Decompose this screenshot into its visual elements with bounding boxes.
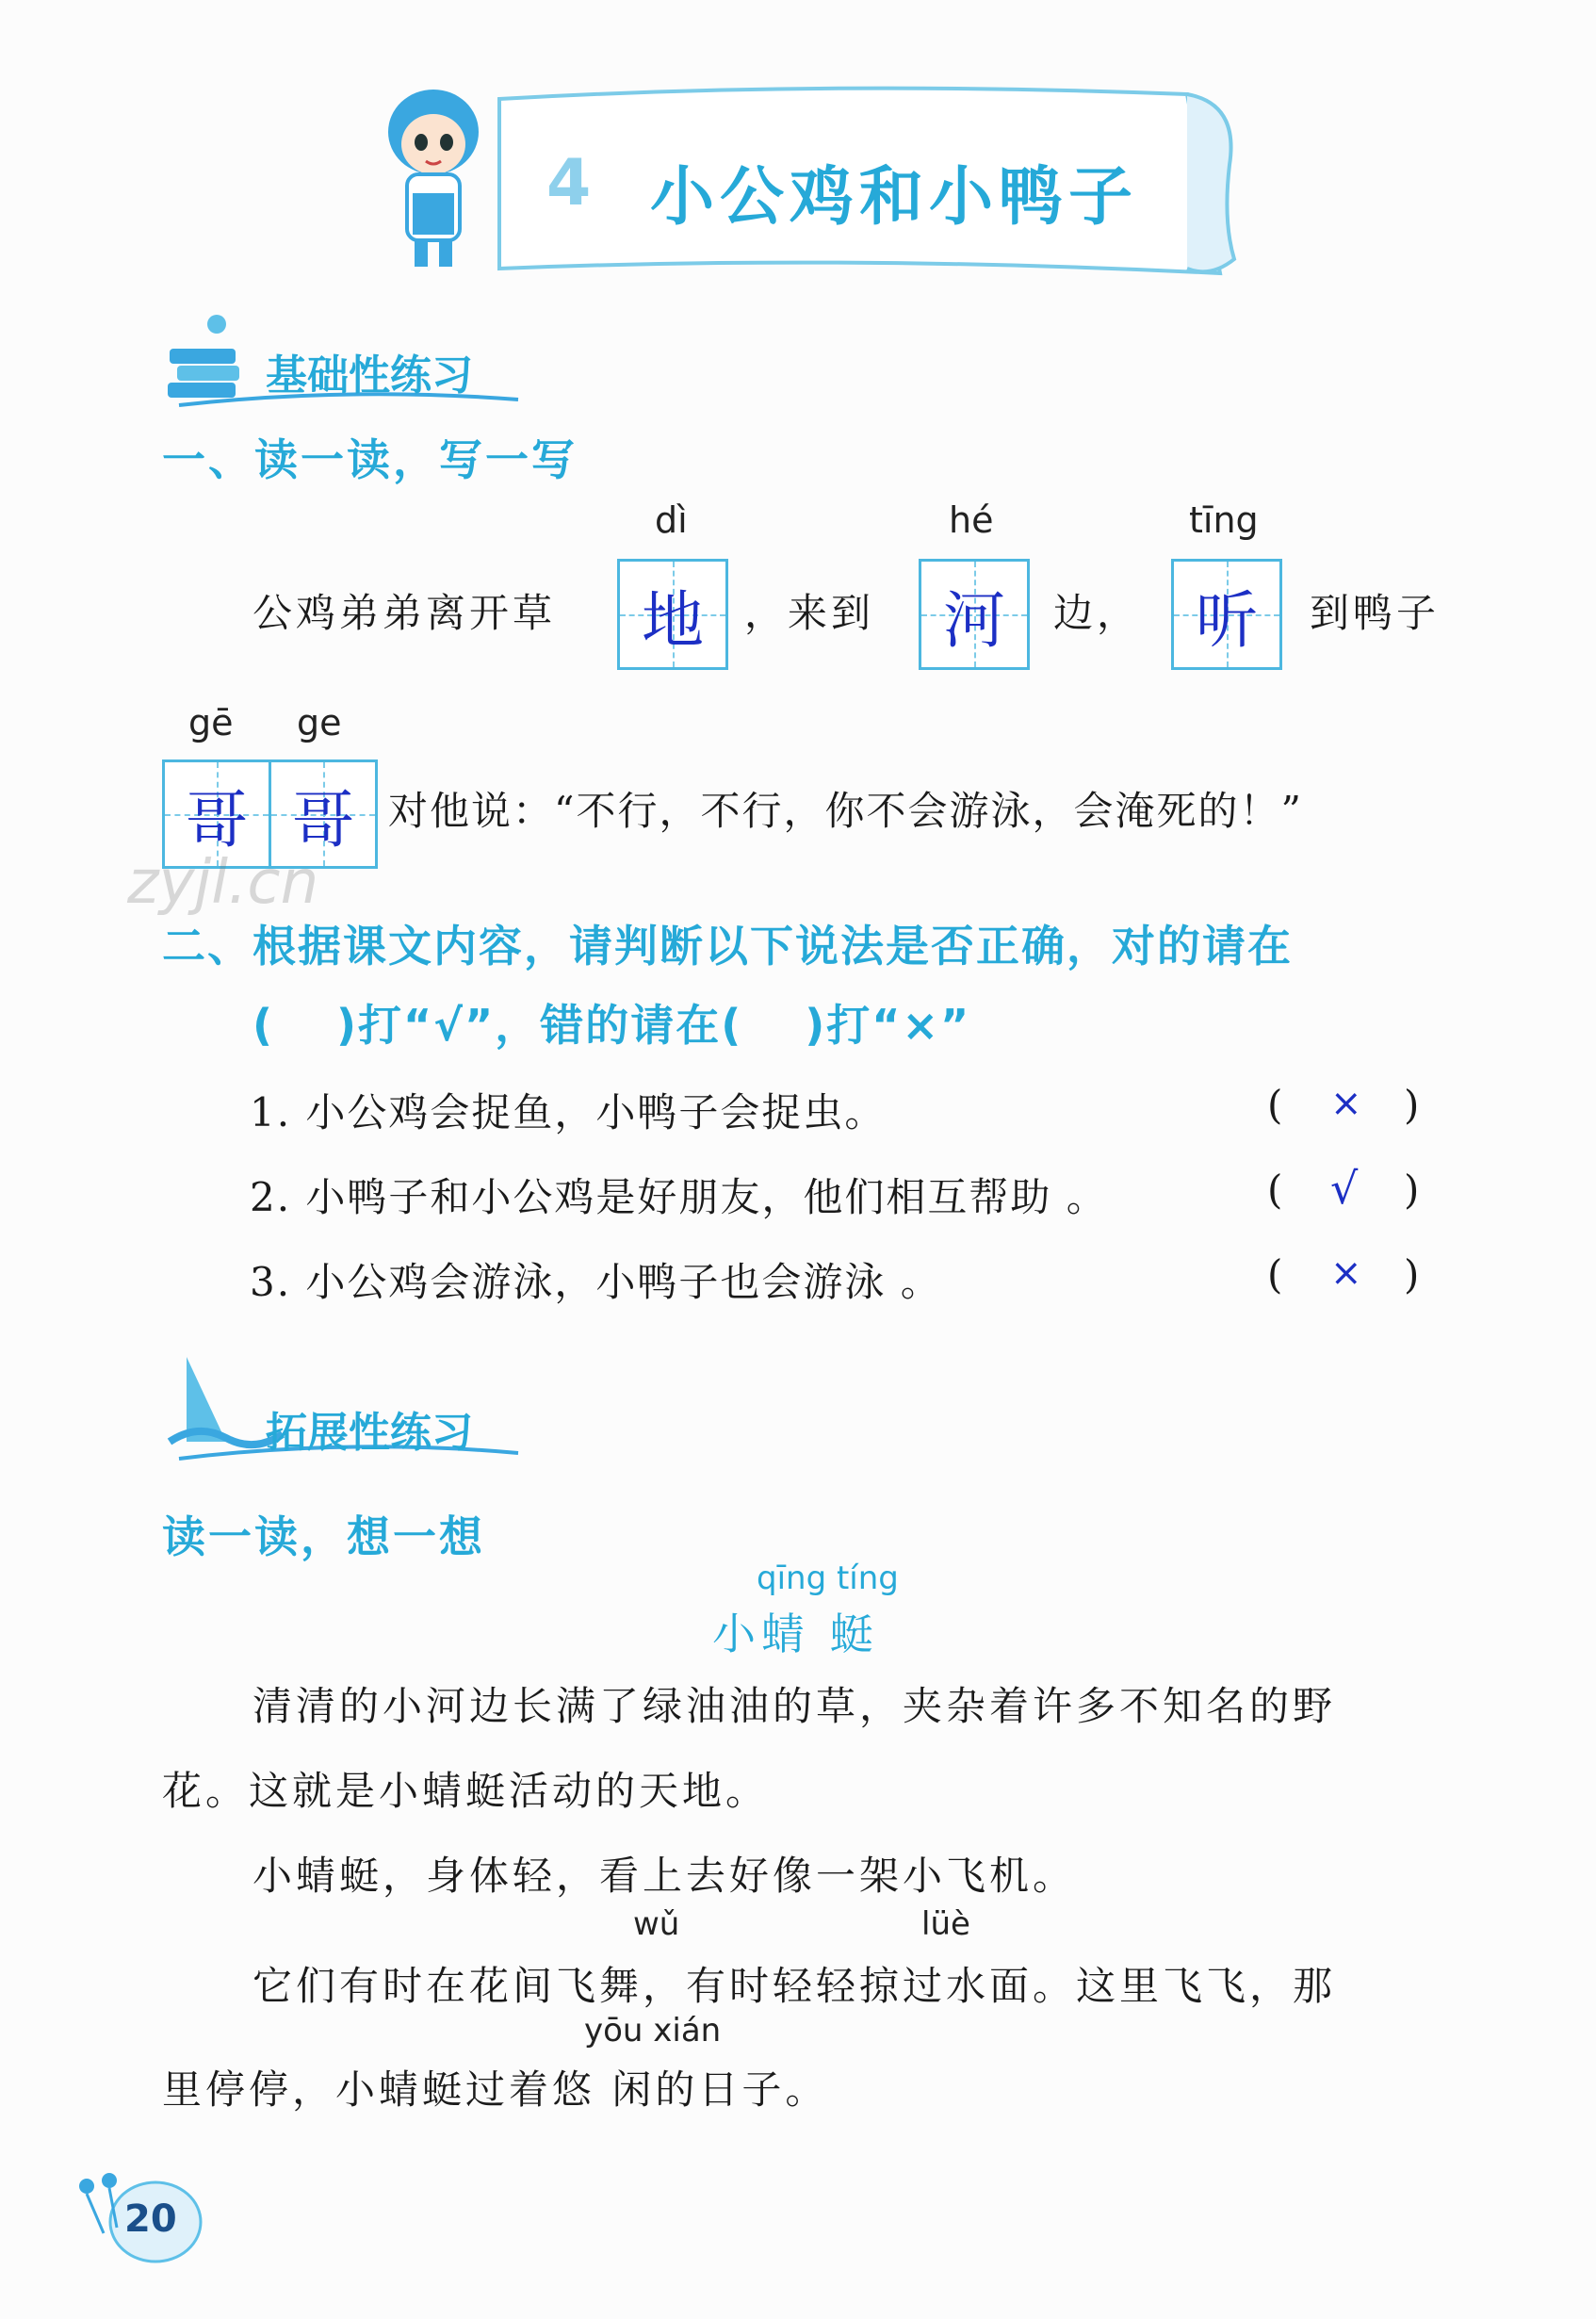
pinyin-lue: lüè [921, 1905, 970, 1943]
writing-box[interactable] [617, 559, 728, 670]
girl-mascot-icon [367, 80, 509, 278]
answer-char: 哥 [292, 783, 354, 857]
answer-paren-3[interactable]: ( [1267, 1251, 1283, 1298]
answer-mark-2: √ [1330, 1163, 1359, 1214]
answer-mark-3: × [1330, 1251, 1362, 1295]
passage-title: 小蜻 蜓 [712, 1609, 879, 1659]
answer-paren-2-close: ) [1404, 1167, 1420, 1213]
judge-item-3: 3. 小公鸡会游泳，小鸭子也会游泳 。 [250, 1259, 942, 1305]
q1-pinyin-ge1: gē [188, 702, 234, 743]
writing-box[interactable] [919, 559, 1030, 670]
writing-box[interactable] [1171, 559, 1282, 670]
page-number: 20 [124, 2197, 177, 2241]
section-label-text: 拓展性练习 [266, 1409, 473, 1457]
q1-line2-seg1: 对他说：“不行，不行，你不会游泳，会淹死的！” [388, 788, 1303, 834]
lesson-number: 4 [546, 146, 592, 220]
passage-p3-line2: 里停停，小蜻蜓过着悠 闲的日子。 [162, 2066, 829, 2113]
answer-paren-3-close: ) [1404, 1251, 1420, 1298]
answer-mark-1: × [1330, 1082, 1362, 1125]
section-label-text: 基础性练习 [266, 351, 473, 400]
answer-char: 河 [943, 583, 1005, 657]
section-label-basic [160, 302, 537, 415]
passage-p1-line1: 清清的小河边长满了绿油油的草，夹杂着许多不知名的野 [252, 1683, 1337, 1729]
passage-p1-line2: 花。这就是小蜻蜓活动的天地。 [162, 1768, 770, 1814]
writing-box[interactable] [269, 759, 378, 869]
writing-box[interactable] [162, 759, 271, 869]
title-banner [358, 80, 1253, 287]
q2-heading-line2: ( )打“√”，错的请在( )打“×” [252, 1000, 971, 1051]
watermark: zyjl.cn [127, 848, 319, 918]
q1-pinyin-ting: tīng [1189, 499, 1259, 541]
q1-line1-seg2: ，来到 [744, 590, 875, 636]
judge-item-1: 1. 小公鸡会捉鱼，小鸭子会捉虫。 [250, 1089, 887, 1135]
pinyin-wu: wǔ [633, 1905, 680, 1943]
pinyin-youxian: yōu xián [584, 2012, 722, 2050]
answer-paren-2[interactable]: ( [1267, 1167, 1283, 1213]
q1-line1-seg1: 公鸡弟弟离开草 [252, 590, 557, 636]
passage-p2: 小蜻蜓，身体轻，看上去好像一架小飞机。 [252, 1853, 1077, 1899]
q1-pinyin-di: dì [655, 499, 688, 541]
read-think-heading: 读一读，想一想 [162, 1511, 485, 1562]
section-label-extended [160, 1347, 537, 1470]
answer-char: 哥 [186, 783, 248, 857]
answer-char: 听 [1196, 583, 1258, 657]
q1-pinyin-he: hé [949, 499, 994, 541]
answer-char: 地 [642, 583, 704, 657]
q1-pinyin-ge2: ge [297, 702, 342, 743]
judge-item-2: 2. 小鸭子和小公鸡是好朋友，他们相互帮助 。 [250, 1174, 1108, 1220]
passage-p3-line1: 它们有时在花间飞舞，有时轻轻掠过水面。这里飞飞，那 [252, 1963, 1337, 2009]
answer-paren-1[interactable]: ( [1267, 1082, 1283, 1128]
q1-line1-seg4: 到鸭子 [1310, 590, 1441, 636]
q1-line1-seg3: 边， [1053, 590, 1141, 636]
answer-paren-1-close: ) [1404, 1082, 1420, 1128]
page-number-badge [66, 2167, 207, 2271]
lesson-title: 小公鸡和小鸭子 [650, 160, 1139, 235]
passage-title-pinyin: qīng tíng [757, 1560, 899, 1597]
q1-heading: 一、读一读，写一写 [162, 434, 578, 485]
q2-heading-line1: 二、根据课文内容，请判断以下说法是否正确，对的请在 [162, 921, 1293, 972]
